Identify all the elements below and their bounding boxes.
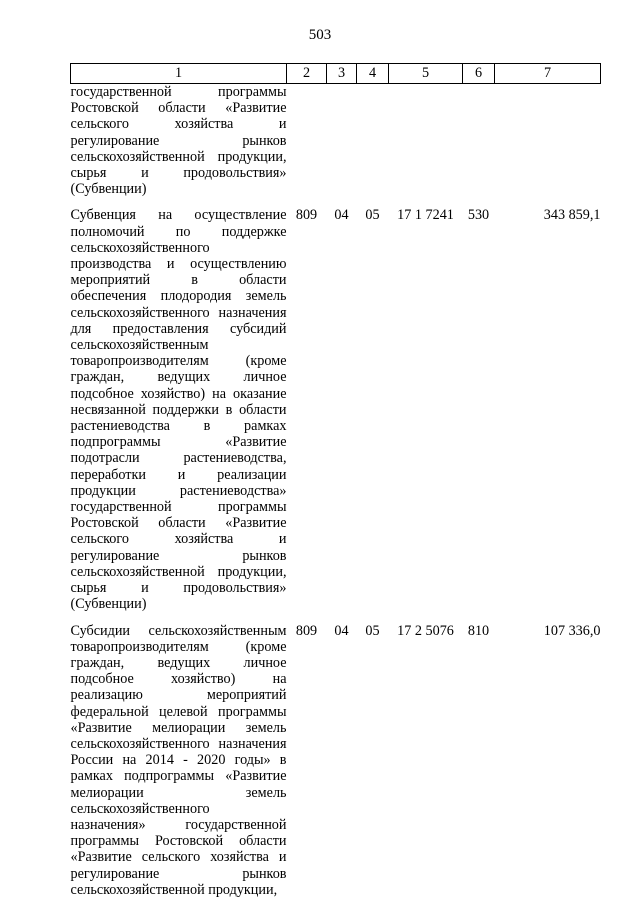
page-number: 503 [308, 27, 332, 43]
column-header-2: 2 [287, 64, 327, 84]
row-code-3: 04 [334, 622, 349, 639]
header-row [71, 64, 601, 84]
row-description: государственной программы Ростовской области «Развитие сельского хозяйства и регулирование рынков сельскохозяйственной продукции, сырья и продовольствия» (Субвенции) [70, 84, 287, 198]
row-amount: 343 859,1 [543, 207, 601, 224]
row-code-4: 05 [365, 207, 380, 224]
column-header-4: 4 [357, 64, 389, 84]
table-row [71, 623, 601, 898]
row-code-3 [327, 84, 357, 208]
row-description: Субвенция на осуществление полномочий по поддержке сельскохозяйственного производства и осуществлению мероприятий в области обеспечения плодородия земель сельскохозяйственного назначения для предоставления субсидий сельскохозяйственным товаропроизводителям (кроме граждан, ведущих личное подсобное хозяйство) на оказание несвязанной поддержки в области растениеводства в рамках подпрограммы «Развитие подотрасли растениеводства, переработки и реализации продукции растениеводства» государственной программы Ростовской области «Развитие сельского хозяйства и регулирование рынков сельскохозяйственной продукции, сырья и продовольствия» (Субвенции) [70, 207, 287, 613]
column-header-5: 5 [389, 64, 463, 84]
row-code-3: 04 [334, 207, 349, 224]
row-amount: 107 336,0 [543, 622, 601, 639]
table-row [71, 207, 601, 622]
row-code-5: 17 1 7241 [397, 207, 454, 224]
row-code-2: 809 [295, 207, 318, 224]
row-code-2: 809 [295, 622, 318, 639]
row-amount [495, 84, 601, 208]
row-code-6: 530 [467, 207, 490, 224]
column-header-3: 3 [327, 64, 357, 84]
row-description: Субсидии сельскохозяйственным товаропроизводителям (кроме граждан, ведущих личное подсобное хозяйство) на реализацию мероприятий федеральной целевой программы «Развитие мелиорации земель сельскохозяйственного назначения России на 2014 - 2020 годы» в рамках подпрограммы «Развитие мелиорации земель сельскохозяйственного назначения» государственной программы Ростовской области «Развитие сельского хозяйства и регулирование рынков сельскохозяйственной продукции, [70, 622, 287, 898]
column-header-6: 6 [463, 64, 495, 84]
row-code-5 [389, 84, 463, 208]
row-code-5: 17 2 5076 [397, 622, 454, 639]
row-code-4: 05 [365, 622, 380, 639]
budget-table [70, 63, 601, 898]
table-row [71, 84, 601, 208]
row-code-4 [357, 84, 389, 208]
row-code-6 [463, 84, 495, 208]
row-code-2 [287, 84, 327, 208]
column-header-7: 7 [495, 64, 601, 84]
row-code-6: 810 [467, 622, 490, 639]
column-header-1: 1 [71, 64, 287, 84]
